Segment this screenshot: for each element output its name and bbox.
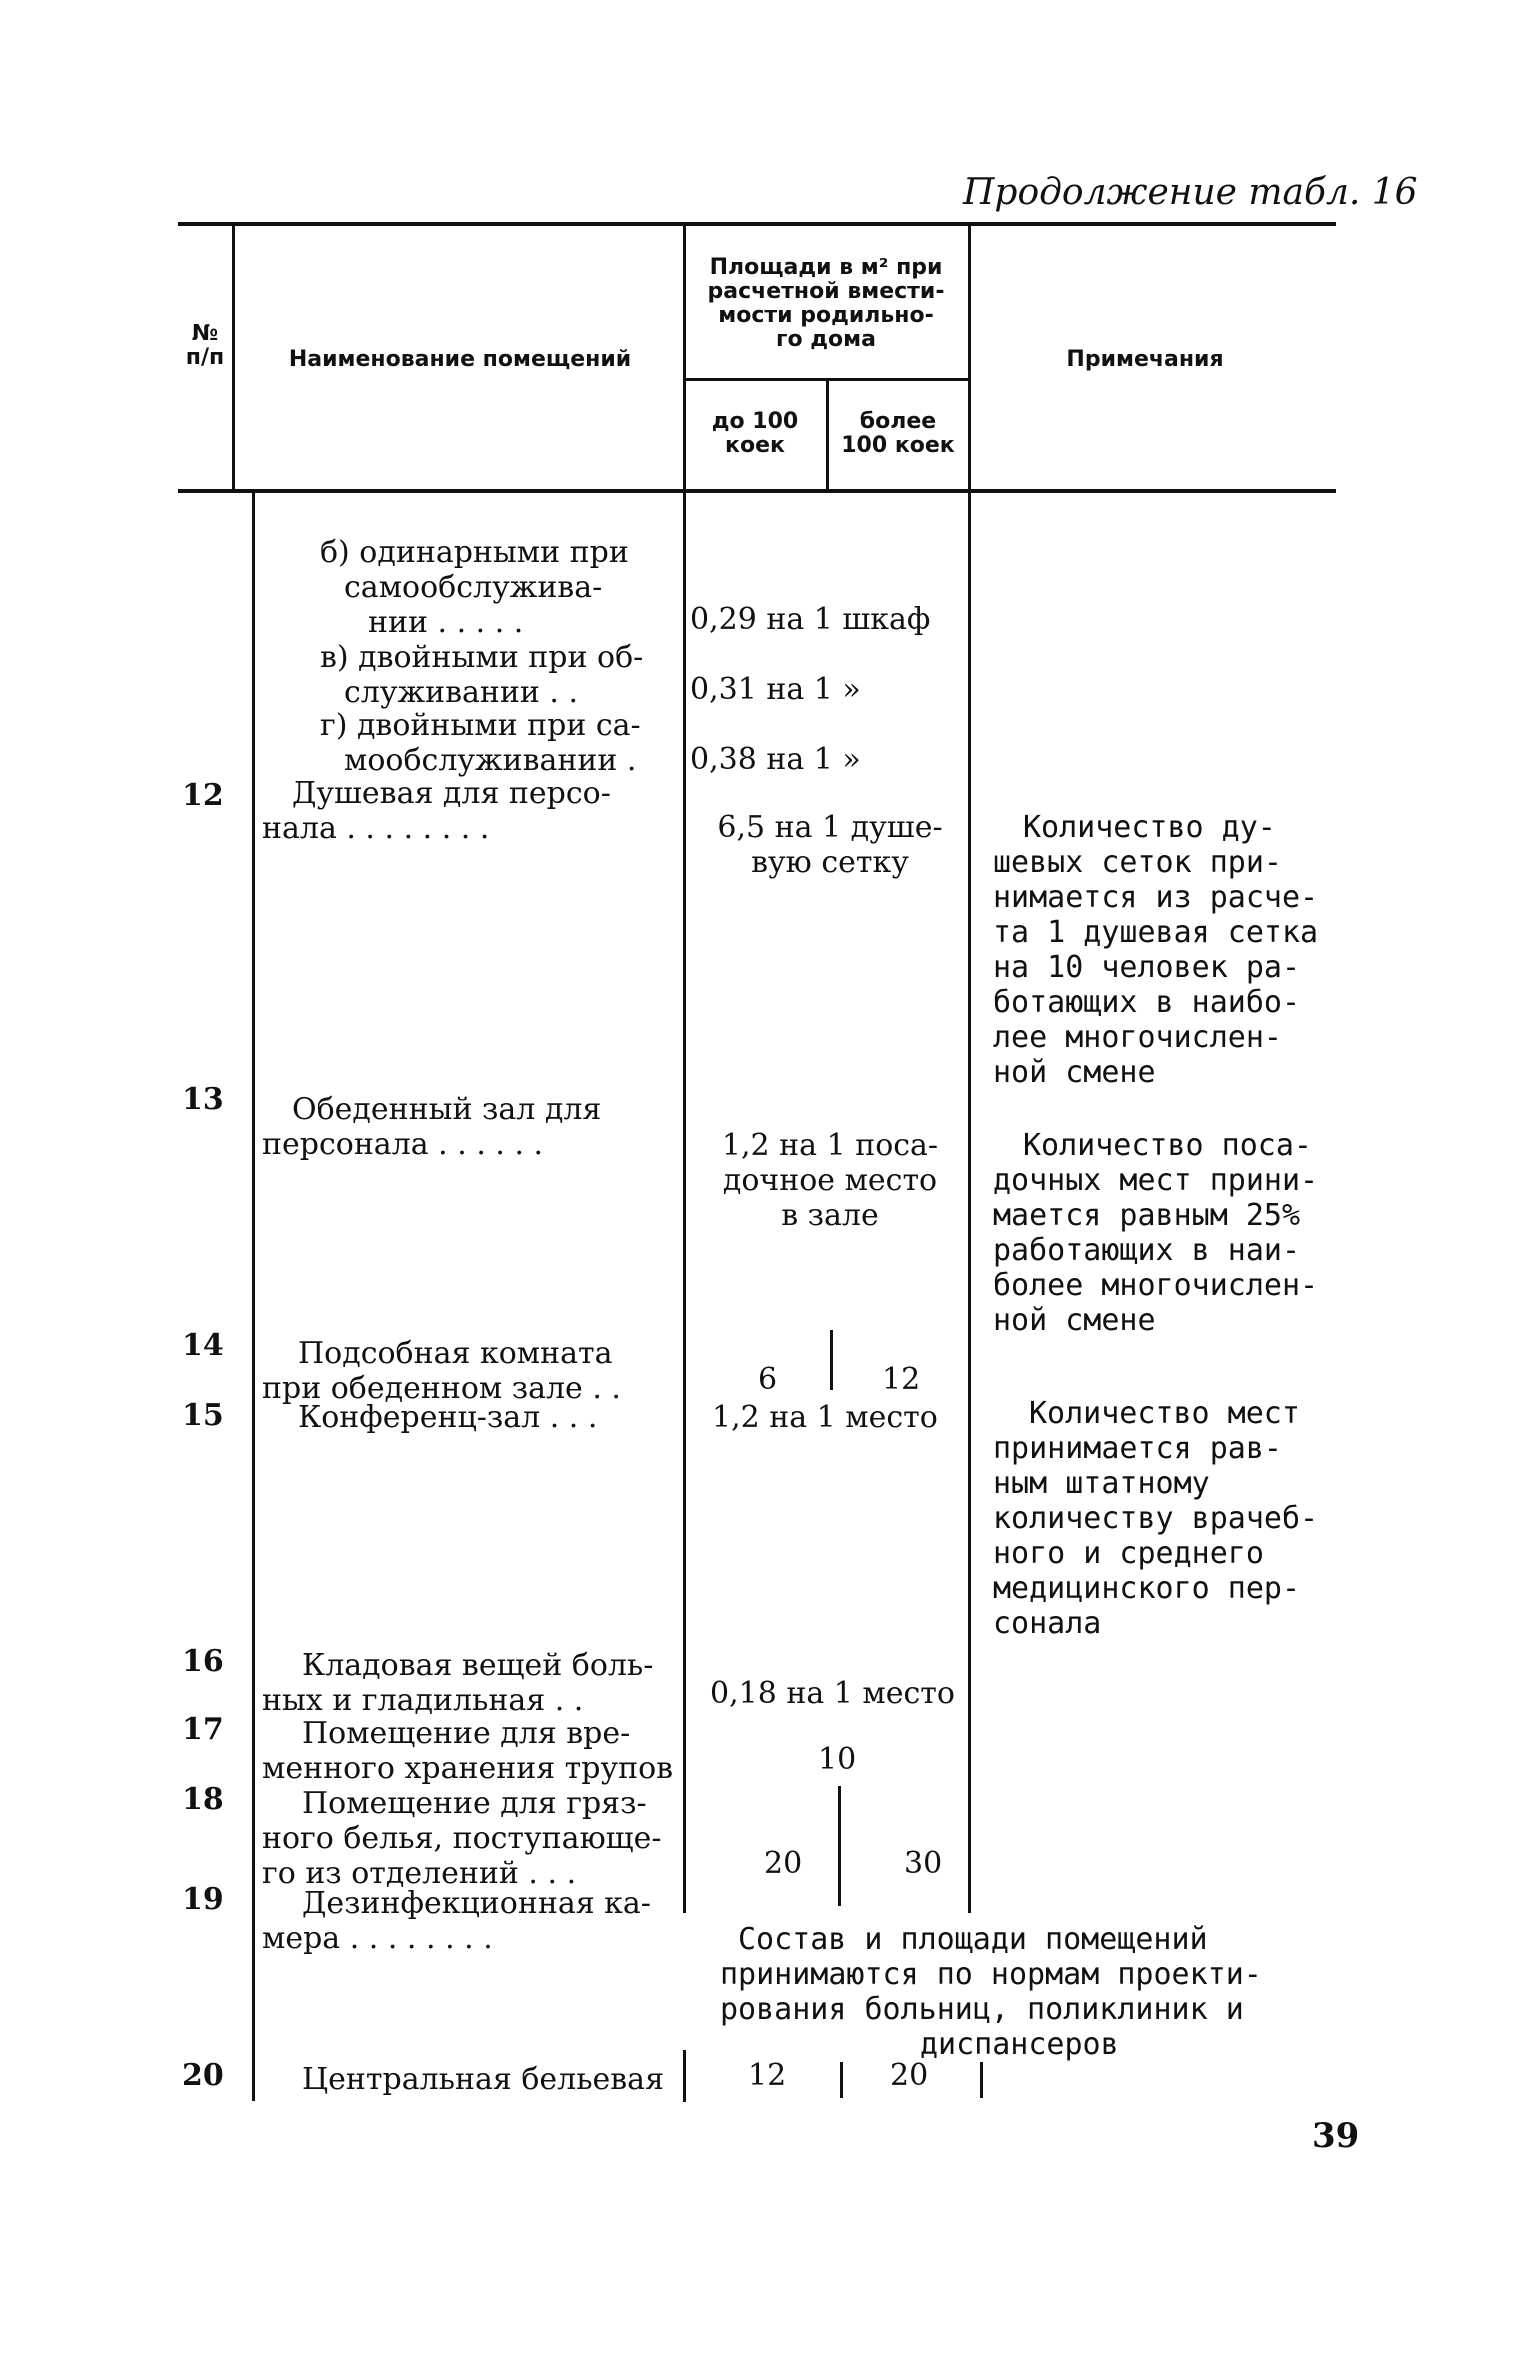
row-g-area: 0,38 на 1 » xyxy=(690,742,861,777)
header-sub-a: до 100 коек xyxy=(711,409,799,458)
row-v-area: 0,31 на 1 » xyxy=(690,672,861,707)
row-20-area-rule xyxy=(980,2062,983,2098)
row-19-num: 19 xyxy=(182,1882,224,1917)
header-name: Наименование помещений xyxy=(288,347,632,372)
header-notes: Примечания xyxy=(1066,347,1224,372)
header-area: Площади в м² при расчетной вмести- мости родильно- го дома xyxy=(707,255,945,352)
row-15-num: 15 xyxy=(182,1398,224,1433)
row-12-num: 12 xyxy=(182,778,224,813)
row-18-name: Помещение для гряз- ного белья, поступающе- го из отделений . . . xyxy=(262,1786,662,1891)
col-rule-name-body xyxy=(683,493,686,1913)
page-number: 39 xyxy=(1312,2116,1360,2156)
row-15-note: Количество мест принимается рав- ным штатному количеству врачеб- ного и среднего медицинского пер- сонала xyxy=(993,1396,1319,1641)
col-rule-area xyxy=(968,226,971,489)
header-num: № п/п xyxy=(185,321,225,370)
col-rule-num xyxy=(232,226,235,489)
row-20-area-b: 20 xyxy=(890,2058,929,2093)
row-12-name: Душевая для персо- нала . . . . . . . . xyxy=(262,776,611,846)
row-14-num: 14 xyxy=(182,1328,224,1363)
row-20-area-a: 12 xyxy=(748,2058,787,2093)
row-20-divider xyxy=(840,2062,843,2098)
row-b-name: б) одинарными при самообслужива- нии . . . . . xyxy=(320,535,629,640)
row-20-name-rule xyxy=(683,2050,686,2102)
row-15-area: 1,2 на 1 место xyxy=(712,1400,938,1435)
table-top-rule xyxy=(178,222,1336,226)
row-19-name: Дезинфекционная ка- мера . . . . . . . . xyxy=(262,1886,651,1956)
header-sub-rule xyxy=(683,378,968,381)
row-17-area: 10 xyxy=(818,1742,857,1777)
row-18-num: 18 xyxy=(182,1782,224,1817)
row-15-name: Конференц-зал . . . xyxy=(298,1400,598,1435)
row-18-divider xyxy=(838,1786,841,1906)
table-caption: Продолжение табл. 16 xyxy=(963,172,1418,213)
row-14-area-b: 12 xyxy=(882,1362,921,1397)
row-12-area: 6,5 на 1 душе- вую сетку xyxy=(717,810,943,880)
row-18-area-a: 20 xyxy=(764,1846,803,1881)
row-13-note: Количество поса- дочных мест прини- мается равным 25% работающих в наи- более многочислен- ной смене xyxy=(993,1128,1319,1338)
row-12-note: Количество ду- шевых сеток при- нимается из расче- та 1 душевая сетка на 10 человек ра- ботающих в наибо- лее многочислен- ной смене xyxy=(993,810,1319,1090)
row-g-name: г) двойными при са- мообслуживании . xyxy=(320,708,641,778)
row-20-name: Центральная бельевая xyxy=(302,2062,664,2097)
header-sub-b: более 100 коек xyxy=(841,409,955,458)
row-16-num: 16 xyxy=(182,1644,224,1679)
row-13-name: Обеденный зал для персонала . . . . . . xyxy=(262,1092,602,1162)
row-b-area: 0,29 на 1 шкаф xyxy=(690,602,931,637)
col-rule-area-body xyxy=(968,493,971,1913)
row-17-num: 17 xyxy=(182,1712,224,1747)
row-18-area-b: 30 xyxy=(904,1846,943,1881)
row-16-name: Кладовая вещей боль- ных и гладильная . . xyxy=(262,1648,654,1718)
row-13-num: 13 xyxy=(182,1082,224,1117)
row-16-area: 0,18 на 1 место xyxy=(710,1676,955,1711)
row-19-spanning-note: Состав и площади помещений принимаются по нормам проекти- рования больниц, поликлиник и диспансеров xyxy=(720,1922,1262,2062)
row-20-num: 20 xyxy=(182,2058,224,2093)
row-14-area-a: 6 xyxy=(758,1362,778,1397)
col-rule-num-body xyxy=(252,493,255,2101)
row-13-area: 1,2 на 1 поса- дочное место в зале xyxy=(721,1128,939,1233)
row-14-divider xyxy=(830,1330,833,1390)
row-v-name: в) двойными при об- служивании . . xyxy=(320,640,644,710)
row-14-name: Подсобная комната при обеденном зале . . xyxy=(262,1336,621,1406)
col-rule-sub xyxy=(826,380,829,489)
row-17-name: Помещение для вре- менного хранения трупов xyxy=(262,1716,674,1786)
header-bottom-rule xyxy=(178,489,1336,493)
